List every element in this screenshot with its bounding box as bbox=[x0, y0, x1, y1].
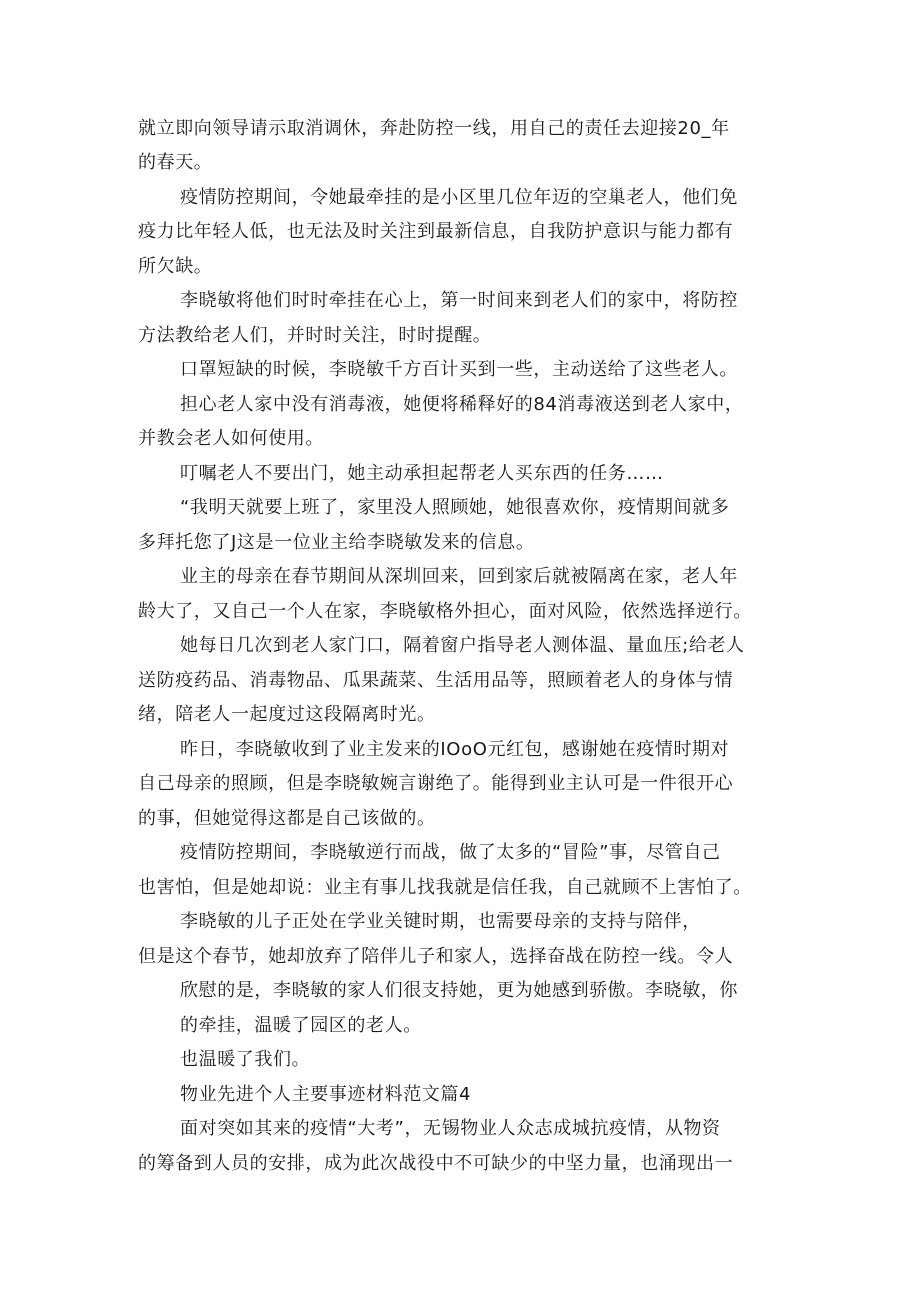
text-line: 的春天。 bbox=[138, 152, 213, 173]
text-line: 担心老人家中没有消毒液，她便将稀释好的84消毒液送到老人家中， bbox=[180, 394, 744, 415]
text-line: 李晓敏将他们时时牵挂在心上，第一时间来到老人们的家中，将防控 bbox=[180, 290, 738, 311]
text-line: 绪，陪老人一起度过这段隔离时光。 bbox=[138, 704, 436, 725]
text-line: 口罩短缺的时候，李晓敏千方百计买到一些，主动送给了这些老人。 bbox=[180, 359, 738, 380]
text-line: 自己母亲的照顾，但是李晓敏婉言谢绝了。能得到业主认可是一件很开心 bbox=[138, 773, 734, 794]
text-line: 也温暖了我们。 bbox=[180, 1049, 311, 1070]
text-line: 龄大了，又自己一个人在家，李晓敏格外担心，面对风险，依然选择逆行。 bbox=[138, 601, 752, 622]
text-line: 送防疫药品、消毒物品、瓜果蔬菜、生活用品等，照顾着老人的身体与情 bbox=[138, 670, 734, 691]
text-line: 也害怕，但是她却说：业主有事儿找我就是信任我，自己就顾不上害怕了。 bbox=[138, 877, 752, 898]
text-line: 但是这个春节，她却放弃了陪伴儿子和家人，选择奋战在防控一线。令人 bbox=[138, 946, 734, 967]
text-line: 叮嘱老人不要出门，她主动承担起帮老人买东西的任务…… bbox=[180, 463, 664, 484]
text-line: 就立即向领导请示取消调休，奔赴防控一线，用自己的责任去迎接20_年 bbox=[138, 118, 730, 139]
text-line: 昨日，李晓敏收到了业主发来的IOoO元红包，感谢她在疫情时期对 bbox=[180, 739, 730, 760]
text-line: 多拜托您了J这是一位业主给李晓敏发来的信息。 bbox=[138, 532, 535, 553]
text-line: 李晓敏的儿子正处在学业关键时期，也需要母亲的支持与陪伴， bbox=[180, 911, 701, 932]
section-heading: 物业先进个人主要事迹材料范文篇4 bbox=[180, 1084, 472, 1105]
text-line: “我明天就要上班了，家里没人照顾她，她很喜欢你，疫情期间就多 bbox=[180, 497, 730, 518]
text-line: 并教会老人如何使用。 bbox=[138, 428, 324, 449]
text-line: 业主的母亲在春节期间从深圳回来，回到家后就被隔离在家，老人年 bbox=[180, 566, 738, 587]
text-line: 疫力比年轻人低，也无法及时关注到最新信息，自我防护意识与能力都有 bbox=[138, 221, 734, 242]
text-line: 的牵挂，温暖了园区的老人。 bbox=[180, 1015, 422, 1036]
text-line: 所欠缺。 bbox=[138, 256, 213, 277]
text-line: 疫情防控期间，李晓敏逆行而战，做了太多的“冒险”事，尽管自己 bbox=[180, 842, 721, 863]
text-line: 她每日几次到老人家门口，隔着窗户指导老人测体温、量血压;给老人 bbox=[180, 635, 745, 656]
text-line: 的事，但她觉得这都是自己该做的。 bbox=[138, 808, 436, 829]
text-line: 的筹备到人员的安排，成为此次战役中不可缺少的中坚力量，也涌现出一 bbox=[138, 1153, 734, 1174]
text-line: 欣慰的是，李晓敏的家人们很支持她，更为她感到骄傲。李晓敏，你 bbox=[180, 980, 738, 1001]
text-line: 方法教给老人们，并时时关注，时时提醒。 bbox=[138, 325, 492, 346]
text-line: 面对突如其来的疫情“大考”，无锡物业人众志成城抗疫情，从物资 bbox=[180, 1118, 721, 1139]
text-line: 疫情防控期间，令她最牵挂的是小区里几位年迈的空巢老人，他们免 bbox=[180, 187, 738, 208]
